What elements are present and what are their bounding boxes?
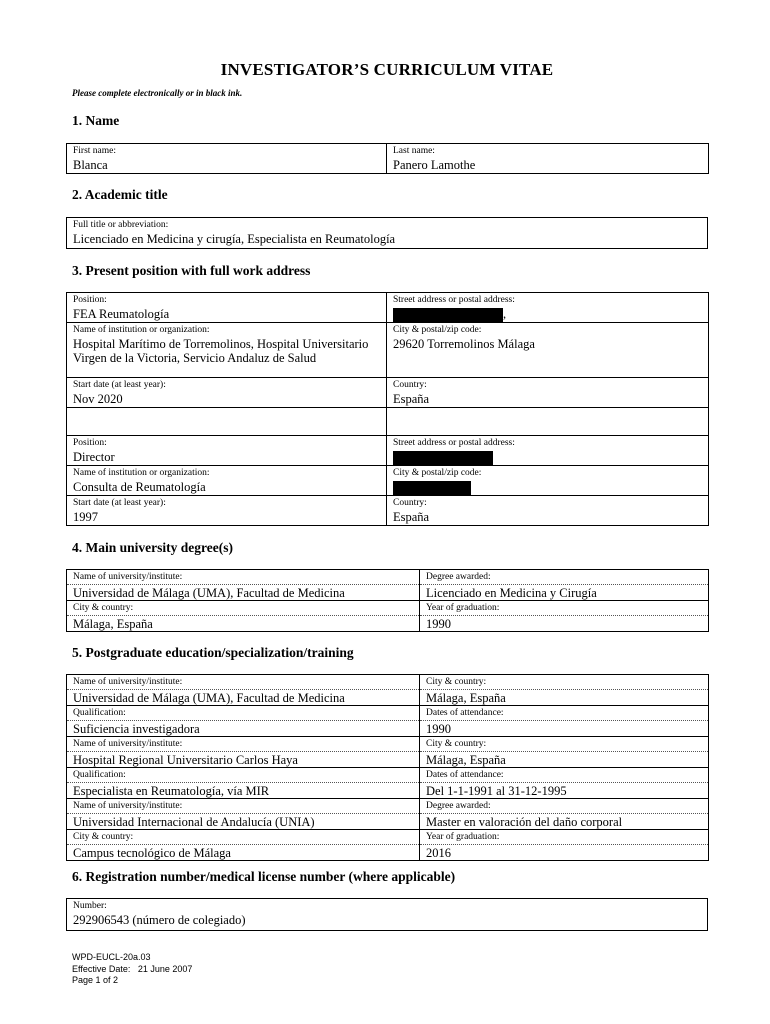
position-1-field[interactable] (67, 293, 387, 323)
institution-1-value: Hospital Marítimo de Torremolinos, Hospital Universitario Virgen de la Victoria, Servicio Andaluz de Salud (73, 337, 369, 366)
pg2-city-value: Málaga, España (426, 753, 506, 767)
registration-number-field[interactable] (67, 899, 708, 931)
institution-1-field[interactable] (67, 323, 387, 378)
pg1-university-field[interactable] (67, 675, 420, 706)
pg1-qualification-field[interactable] (67, 706, 420, 737)
university-label: Name of university/institute: (67, 572, 419, 585)
dates-label: Dates of attendance: (420, 770, 708, 783)
institution-label: Name of institution or organization: (73, 325, 210, 336)
last-name-label: Last name: (393, 146, 435, 156)
pg2-dates-value: Del 1-1-1991 al 31-12-1995 (426, 784, 567, 798)
academic-title-label: Full title or abbreviation: (73, 220, 169, 230)
start-1-field[interactable] (67, 378, 387, 408)
city-1-field[interactable] (387, 323, 709, 378)
pg3-university-field[interactable] (67, 799, 420, 830)
start-2-field[interactable] (67, 496, 387, 526)
present-position-table (66, 292, 709, 526)
city-2-field[interactable] (387, 466, 709, 496)
street-label: Street address or postal address: (393, 295, 515, 305)
redaction-block (393, 451, 493, 465)
pg1-city-value: Málaga, España (426, 691, 506, 705)
city-label: City & postal/zip code: (393, 468, 482, 479)
qualification-label: Qualification: (67, 708, 419, 721)
first-name-value: Blanca (73, 158, 108, 172)
spacer-cell (67, 408, 387, 436)
redaction-block (393, 308, 503, 322)
degree-university-value: Universidad de Málaga (UMA), Facultad de Medicina (73, 586, 345, 600)
pg1-qualification-value: Suficiencia investigadora (73, 722, 200, 736)
start-label: Start date (at least year): (73, 380, 166, 391)
section-4-heading: 4. Main university degree(s) (72, 540, 233, 555)
start-label: Start date (at least year): (73, 498, 166, 509)
city-country-label: City & country: (420, 677, 708, 690)
registration-table (66, 898, 708, 931)
street-1-suffix: , (503, 307, 507, 321)
pg3-year-value: 2016 (426, 846, 451, 860)
number-label: Number: (73, 901, 107, 911)
street-1-value (393, 307, 702, 322)
degree-year-field[interactable] (420, 601, 709, 632)
degree-year-value: 1990 (426, 617, 451, 631)
year-label: Year of graduation: (420, 603, 708, 616)
section-6-heading: 6. Registration number/medical license number (where applicable) (72, 869, 456, 884)
start-2-value: 1997 (73, 510, 98, 525)
country-1-value: España (393, 392, 430, 407)
institution-2-field[interactable] (67, 466, 387, 496)
document-footer (72, 952, 192, 987)
degree-label: Degree awarded: (420, 801, 708, 814)
street-label: Street address or postal address: (393, 438, 515, 449)
city-2-value (393, 480, 702, 495)
pg3-degree-field[interactable] (420, 799, 709, 830)
degree-university-field[interactable] (67, 570, 420, 601)
degree-awarded-value: Licenciado en Medicina y Cirugía (426, 586, 597, 600)
street-2-field[interactable] (387, 436, 709, 466)
section-1-heading: 1. Name (72, 113, 120, 128)
pg1-dates-field[interactable] (420, 706, 709, 737)
spacer-cell (387, 408, 709, 436)
pg1-university-value: Universidad de Málaga (UMA), Facultad de Medicina (73, 691, 345, 705)
registration-number-value: 292906543 (número de colegiado) (73, 913, 246, 927)
degree-city-field[interactable] (67, 601, 420, 632)
page-number: Page 1 of 2 (72, 975, 119, 985)
degree-city-value: Málaga, España (73, 617, 153, 631)
document-title: INVESTIGATOR’S CURRICULUM VITAE (220, 60, 554, 79)
year-label: Year of graduation: (420, 832, 708, 845)
university-label: Name of university/institute: (67, 739, 419, 752)
pg2-university-value: Hospital Regional Universitario Carlos Haya (73, 753, 298, 767)
city-1-value: 29620 Torremolinos Málaga (393, 337, 535, 352)
pg3-degree-value: Master en valoración del daño corporal (426, 815, 623, 829)
academic-title-field[interactable] (67, 218, 708, 249)
pg1-dates-value: 1990 (426, 722, 451, 736)
last-name-value: Panero Lamothe (393, 158, 476, 172)
country-label: Country: (393, 380, 427, 391)
position-2-value: Director (73, 450, 115, 465)
first-name-field[interactable] (67, 144, 387, 174)
university-label: Name of university/institute: (67, 801, 419, 814)
form-code: WPD-EUCL-20a.03 (72, 952, 151, 962)
street-2-value (393, 450, 702, 465)
postgraduate-table (66, 674, 709, 861)
city-country-label: City & country: (420, 739, 708, 752)
degree-awarded-field[interactable] (420, 570, 709, 601)
pg2-city-field[interactable] (420, 737, 709, 768)
pg3-university-value: Universidad Internacional de Andalucía (UNIA) (73, 815, 315, 829)
academic-title-table (66, 217, 708, 249)
qualification-label: Qualification: (67, 770, 419, 783)
position-1-value: FEA Reumatología (73, 307, 170, 321)
city-country-label: City & country: (67, 603, 419, 616)
street-1-field[interactable] (387, 293, 709, 323)
position-2-field[interactable] (67, 436, 387, 466)
name-table (66, 143, 709, 174)
dates-label: Dates of attendance: (420, 708, 708, 721)
pg2-qualification-field[interactable] (67, 768, 420, 799)
country-1-field[interactable] (387, 378, 709, 408)
position-label: Position: (73, 295, 107, 305)
section-5-heading: 5. Postgraduate education/specialization/training (72, 645, 354, 660)
city-country-label: City & country: (67, 832, 419, 845)
instruction-text: Please complete electronically or in black ink. (72, 88, 243, 98)
degree-label: Degree awarded: (420, 572, 708, 585)
position-label: Position: (73, 438, 107, 449)
institution-2-value: Consulta de Reumatología (73, 480, 206, 495)
pg3-year-field[interactable] (420, 830, 709, 861)
section-3-heading: 3. Present position with full work address (72, 263, 311, 278)
last-name-field[interactable] (387, 144, 709, 174)
first-name-label: First name: (73, 146, 117, 156)
pg3-city-value: Campus tecnológico de Málaga (73, 846, 231, 860)
pg2-university-field[interactable] (67, 737, 420, 768)
university-degree-table (66, 569, 709, 632)
effective-date: Effective Date: 21 June 2007 (72, 963, 193, 974)
country-2-field[interactable] (387, 496, 709, 526)
pg2-dates-field[interactable] (420, 768, 709, 799)
academic-title-value: Licenciado en Medicina y cirugía, Especialista en Reumatología (73, 232, 396, 246)
pg3-city-field[interactable] (67, 830, 420, 861)
university-label: Name of university/institute: (67, 677, 419, 690)
pg1-city-field[interactable] (420, 675, 709, 706)
redaction-block (393, 481, 471, 495)
city-label: City & postal/zip code: (393, 325, 482, 336)
pg2-qualification-value: Especialista en Reumatología, vía MIR (73, 784, 270, 798)
country-label: Country: (393, 498, 427, 509)
start-1-value: Nov 2020 (73, 392, 123, 407)
country-2-value: España (393, 510, 430, 525)
section-2-heading: 2. Academic title (72, 187, 168, 202)
institution-label: Name of institution or organization: (73, 468, 210, 479)
